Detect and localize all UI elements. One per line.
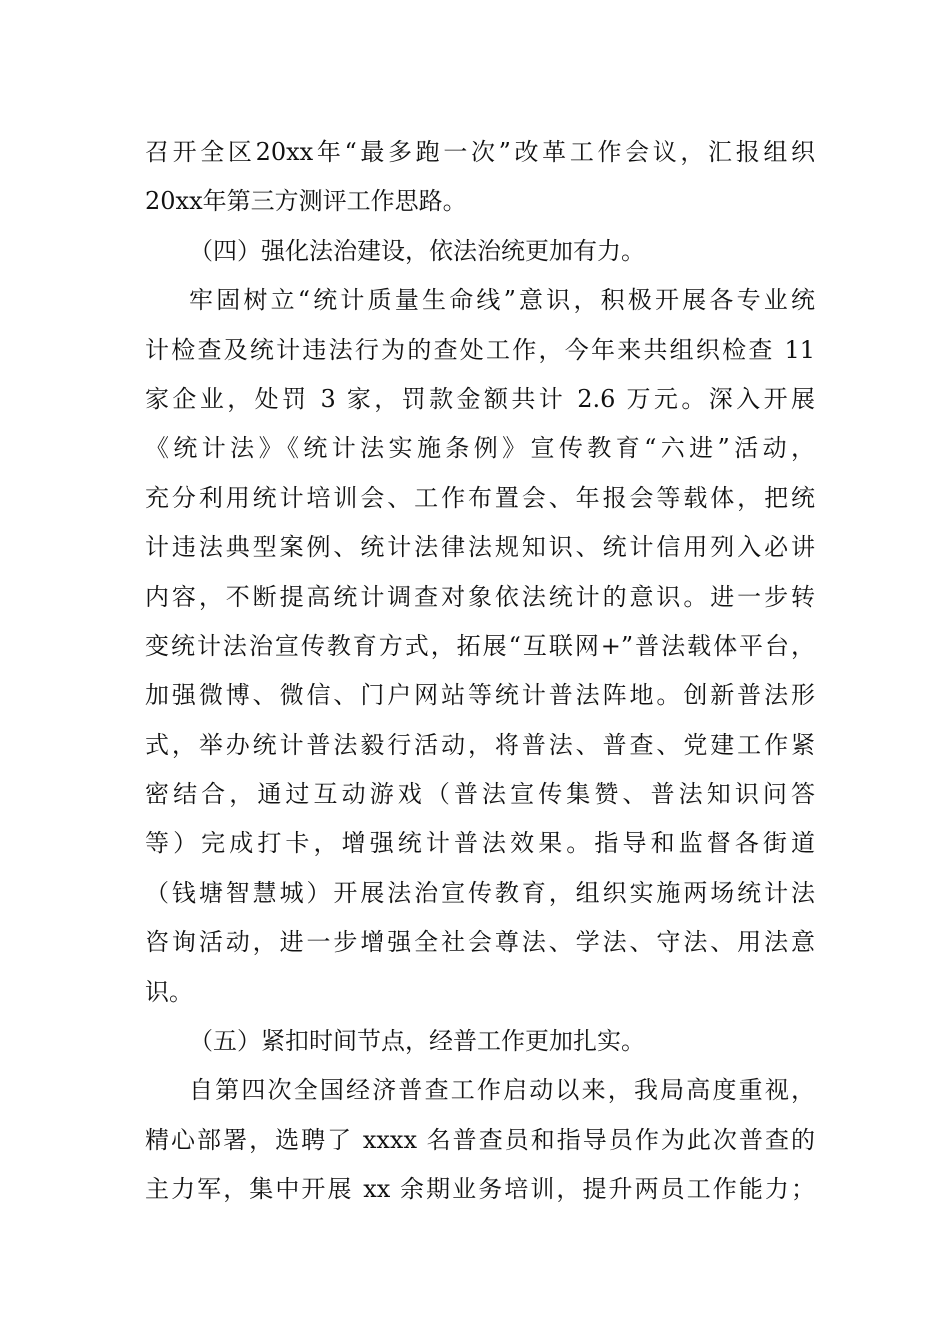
paragraph-line: 牢固树立“统计质量生命线”意识，积极开展各专业统: [189, 286, 815, 315]
paragraph-line: 变统计法治宣传教育方式，拓展“互联网+”普法载体平台，: [145, 631, 815, 660]
paragraph-line: 内容，不断提高统计调查对象依法统计的意识。进一步转: [145, 582, 815, 611]
document-body: [145, 128, 815, 1215]
paragraph-line: 识。: [145, 977, 193, 1006]
paragraph-line: 充分利用统计培训会、工作布置会、年报会等载体，把统: [145, 483, 815, 512]
paragraph-line: 计检查及统计违法行为的查处工作，今年来共组织检查 11: [145, 335, 815, 364]
paragraph-line: 召开全区20xx年“最多跑一次”改革工作会议，汇报组织: [145, 138, 815, 166]
paragraph-line: 20xx年第三方测评工作思路。: [145, 187, 467, 216]
paragraph-line: 式，举办统计普法毅行活动，将普法、普查、党建工作紧: [145, 730, 815, 759]
paragraph-line: 密结合，通过互动游戏（普法宣传集赞、普法知识问答: [145, 780, 815, 809]
section-heading-four: （四）强化法治建设，依法治统更加有力。: [189, 236, 645, 265]
paragraph-line: 家企业，处罚 3 家，罚款金额共计 2.6 万元。深入开展: [145, 384, 815, 413]
paragraph-line: 精心部署，选聘了 xxxx 名普查员和指导员作为此次普查的: [145, 1125, 815, 1154]
paragraph-line: 计违法典型案例、统计法律法规知识、统计信用列入必讲: [145, 533, 815, 562]
paragraph-line: 等）完成打卡，增强统计普法效果。指导和监督各街道: [145, 829, 815, 858]
paragraph-line: 《统计法》《统计法实施条例》宣传教育“六进”活动，: [145, 434, 815, 463]
paragraph-line: 主力军，集中开展 xx 余期业务培训，提升两员工作能力；: [145, 1175, 815, 1204]
paragraph-line: 自第四次全国经济普查工作启动以来，我局高度重视，: [189, 1076, 815, 1105]
paragraph-line: （钱塘智慧城）开展法治宣传教育，组织实施两场统计法: [145, 878, 815, 907]
paragraph-line: 咨询活动，进一步增强全社会尊法、学法、守法、用法意: [145, 928, 815, 957]
paragraph-line: 加强微博、微信、门户网站等统计普法阵地。创新普法形: [145, 681, 815, 710]
section-heading-five: （五）紧扣时间节点，经普工作更加扎实。: [189, 1027, 645, 1056]
